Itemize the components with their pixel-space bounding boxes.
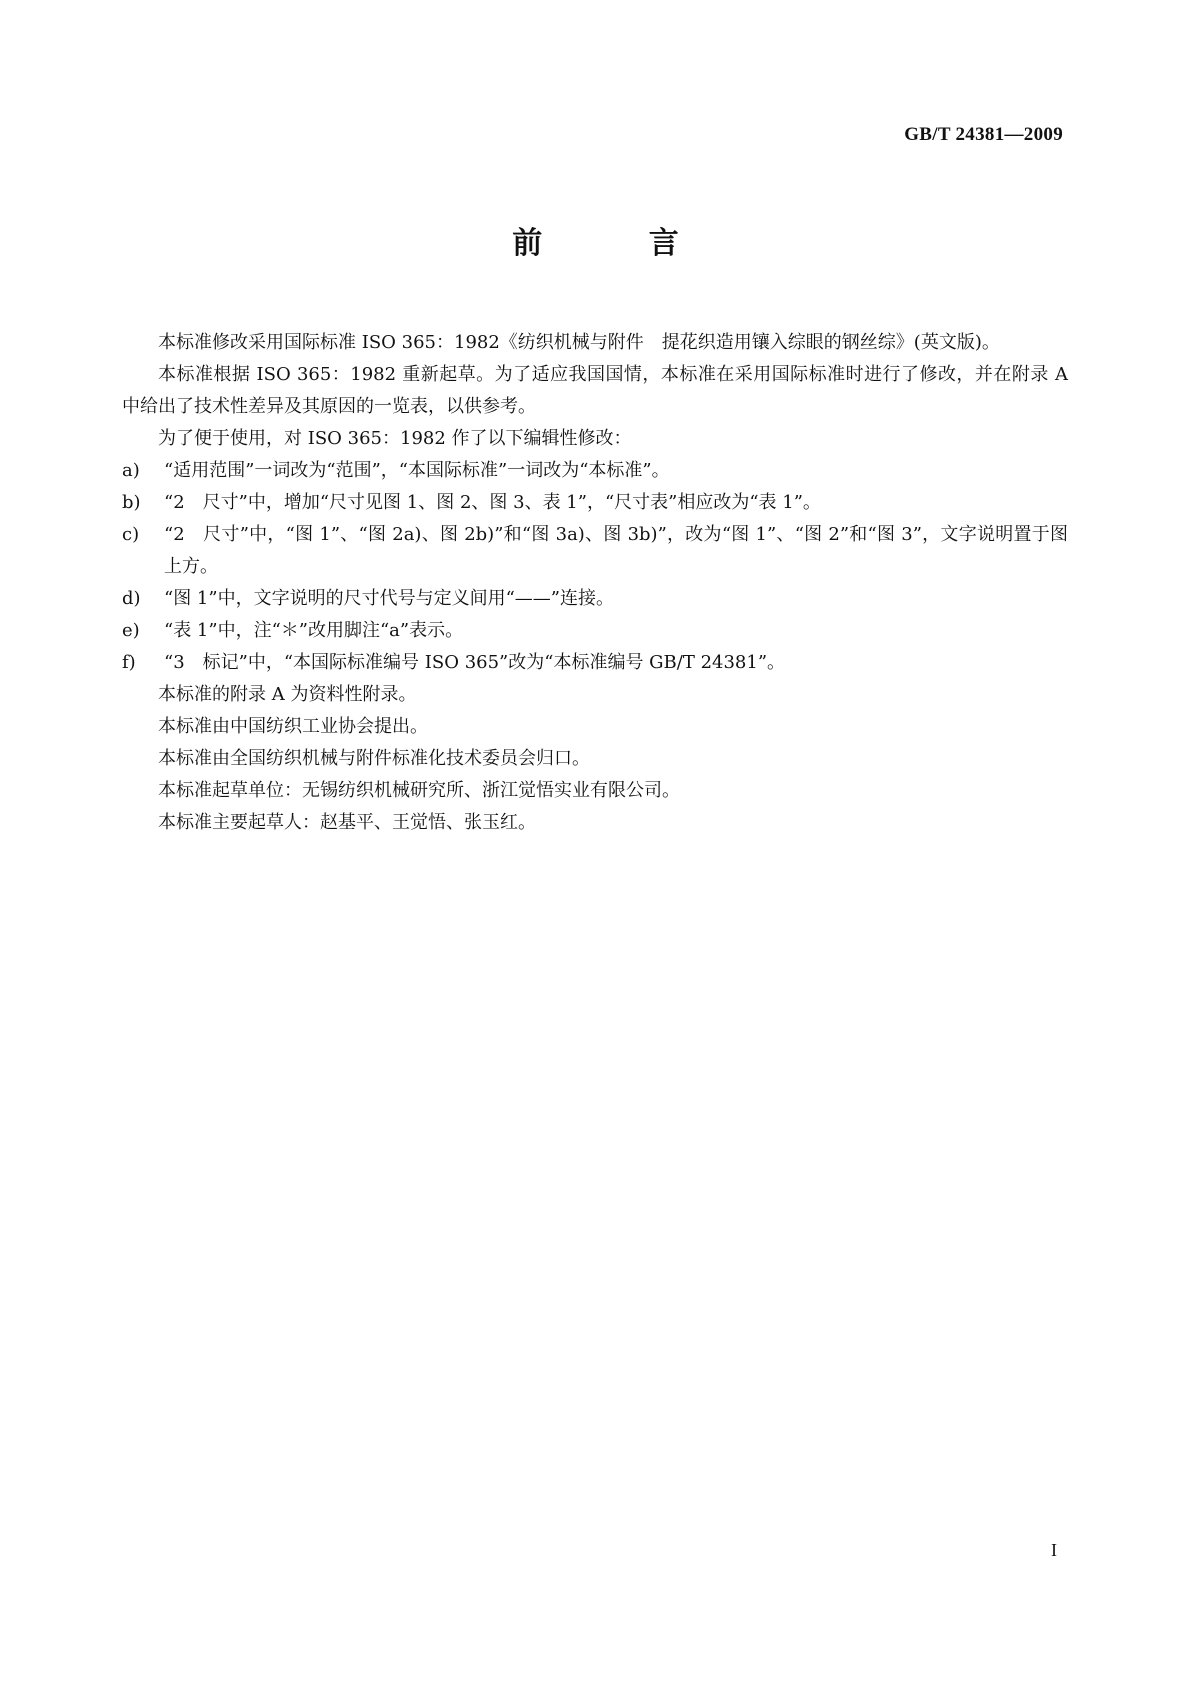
list-item-text: “表 1”中，注“＊”改用脚注“a”表示。 [164, 620, 464, 641]
page-number: I [1051, 1540, 1057, 1560]
list-item [122, 519, 1068, 583]
list-item-marker: e) [122, 620, 140, 641]
list-item [122, 647, 1068, 679]
paragraph: 本标准主要起草人：赵基平、王觉悟、张玉红。 [158, 812, 536, 833]
paragraph: 本标准的附录 A 为资料性附录。 [158, 684, 417, 705]
paragraph: 本标准修改采用国际标准 ISO 365：1982《纺织机械与附件 提花织造用镶入综眼的钢丝综》(英文版)。 [158, 332, 1000, 353]
paragraph: 为了便于使用，对 ISO 365：1982 作了以下编辑性修改： [158, 428, 632, 449]
list-item [122, 455, 1068, 487]
list-item [122, 583, 1068, 615]
list-item [122, 615, 1068, 647]
page-title: 前 言 [512, 226, 727, 261]
list-item-text: “图 1”中，文字说明的尺寸代号与定义间用“——”连接。 [164, 588, 614, 609]
list-item [122, 487, 1068, 519]
paragraph: 本标准根据 ISO 365：1982 重新起草。为了适应我国国情，本标准在采用国际标准时进行了修改，并在附录 A 中给出了技术性差异及其原因的一览表，以供参考。 [122, 364, 1068, 417]
paragraph: 本标准起草单位：无锡纺织机械研究所、浙江觉悟实业有限公司。 [158, 780, 680, 801]
standard-number: GB/T 24381—2009 [904, 124, 1063, 145]
list-item-marker: a) [122, 460, 140, 481]
list-item-marker: b) [122, 492, 141, 513]
list-item-marker: f) [122, 652, 136, 673]
list-item-text: “3 标记”中，“本国际标准编号 ISO 365”改为“本标准编号 GB/T 24381”。 [164, 652, 786, 673]
paragraph: 本标准由中国纺织工业协会提出。 [158, 716, 428, 737]
paragraph: 本标准由全国纺织机械与附件标准化技术委员会归口。 [158, 748, 590, 769]
document-body [122, 327, 1068, 839]
list-item-marker: c) [122, 524, 140, 545]
list-item-marker: d) [122, 588, 141, 609]
list-item-text: “2 尺寸”中，“图 1”、“图 2a)、图 2b)”和“图 3a)、图 3b)”，改为“图 1”、“图 2”和“图 3”，文字说明置于图上方。 [164, 524, 1068, 577]
list-item-text: “2 尺寸”中，增加“尺寸见图 1、图 2、图 3、表 1”，“尺寸表”相应改为“表 1”。 [164, 492, 821, 513]
list-item-text: “适用范围”一词改为“范围”，“本国际标准”一词改为“本标准”。 [164, 460, 670, 481]
